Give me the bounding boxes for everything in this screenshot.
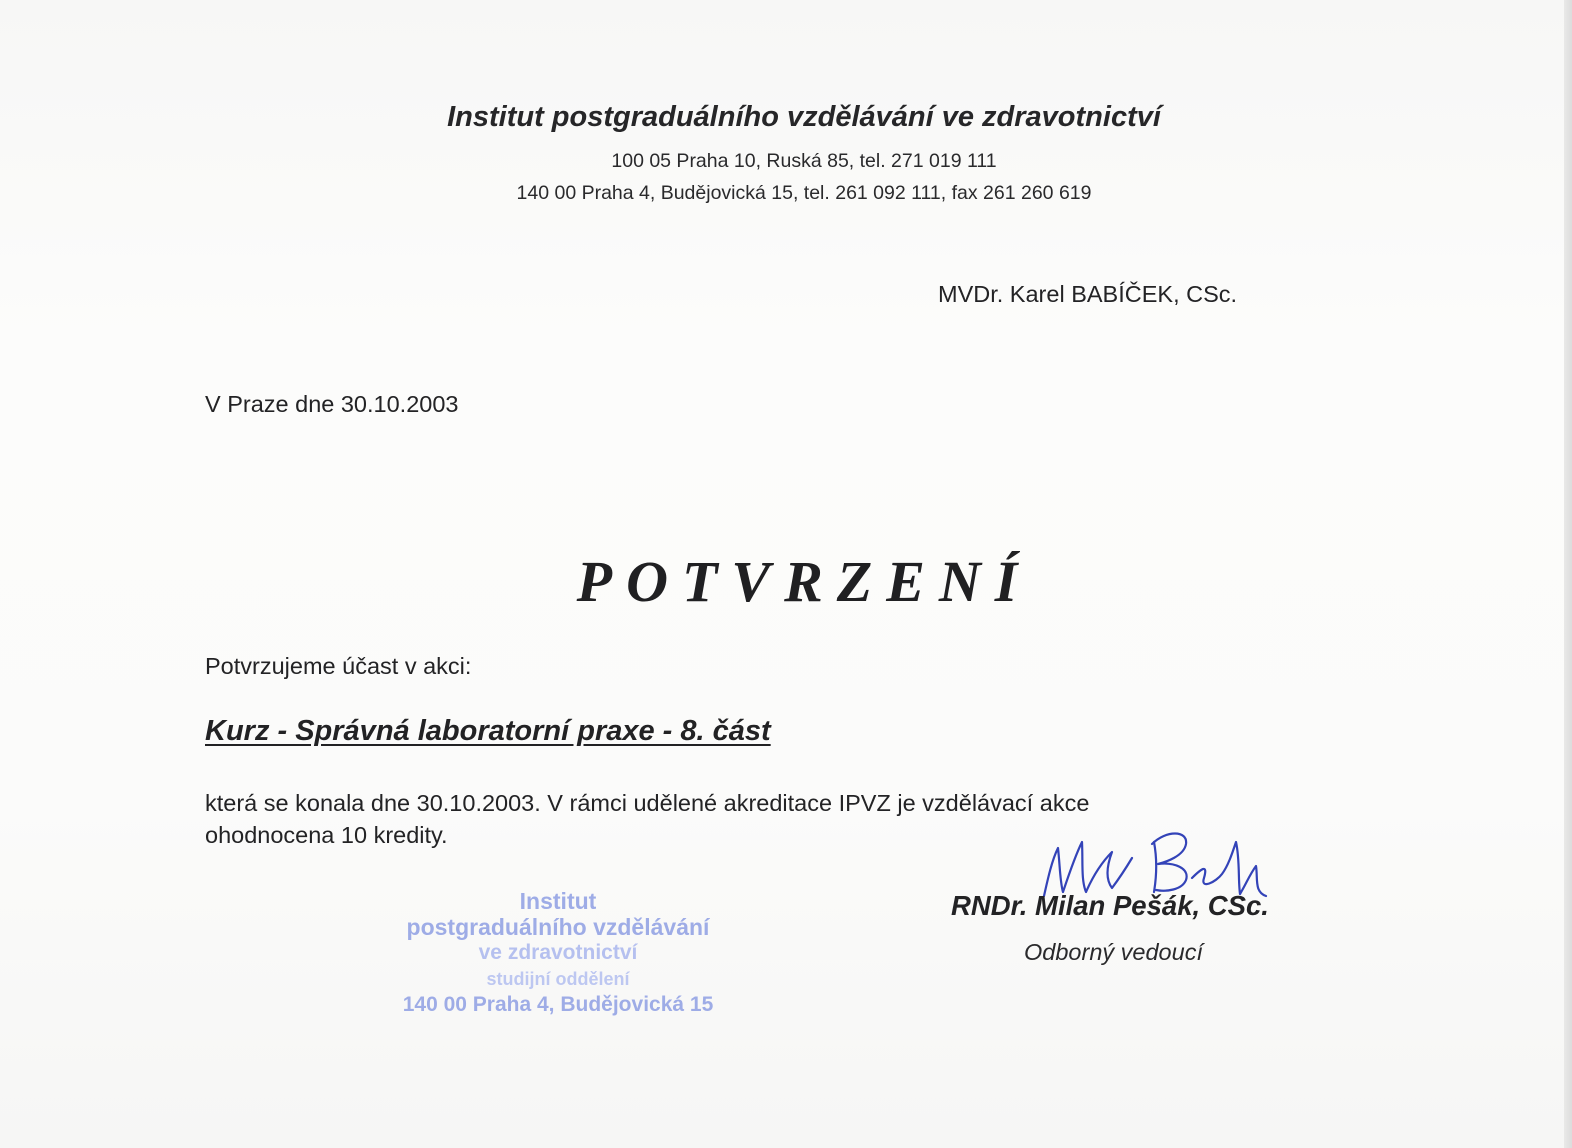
institute-address-line-1: 100 05 Praha 10, Ruská 85, tel. 271 019 111 — [611, 150, 997, 172]
confirmation-text — [205, 787, 1089, 851]
stamp-line-5: 140 00 Praha 4, Budějovická 15 — [402, 993, 714, 1016]
recipient-name: MVDr. Karel BABÍČEK, CSc. — [938, 281, 1238, 307]
course-title: Kurz - Správná laboratorní praxe - 8. část — [205, 715, 771, 747]
stamp-line-2: postgraduálního vzdělávání — [406, 914, 710, 940]
confirmation-intro: Potvrzujeme účast v akci: — [205, 653, 472, 679]
institute-address-line-2: 140 00 Praha 4, Budějovická 15, tel. 261 092 111, fax 261 260 619 — [516, 182, 1092, 204]
stamp-line-4: studijní oddělení — [486, 969, 630, 989]
stamp-line-3: ve zdravotnictví — [478, 941, 638, 964]
signatory-name: RNDr. Milan Pešák, CSc. — [951, 890, 1269, 921]
stamp-line-1: Institut — [519, 888, 597, 914]
confirmation-text-line-2: ohodnocena 10 kredity. — [205, 822, 448, 848]
institute-stamp — [372, 888, 744, 1018]
place-and-date: V Praze dne 30.10.2003 — [205, 391, 459, 417]
confirmation-text-line-1: která se konala dne 30.10.2003. V rámci udělené akreditace IPVZ je vzdělávací akce — [205, 790, 1090, 816]
signatory-role: Odborný vedoucí — [1024, 939, 1203, 965]
document-title: POTVRZENÍ — [576, 549, 1032, 614]
institute-name: Institut postgraduálního vzdělávání ve zdravotnictví — [447, 101, 1161, 133]
